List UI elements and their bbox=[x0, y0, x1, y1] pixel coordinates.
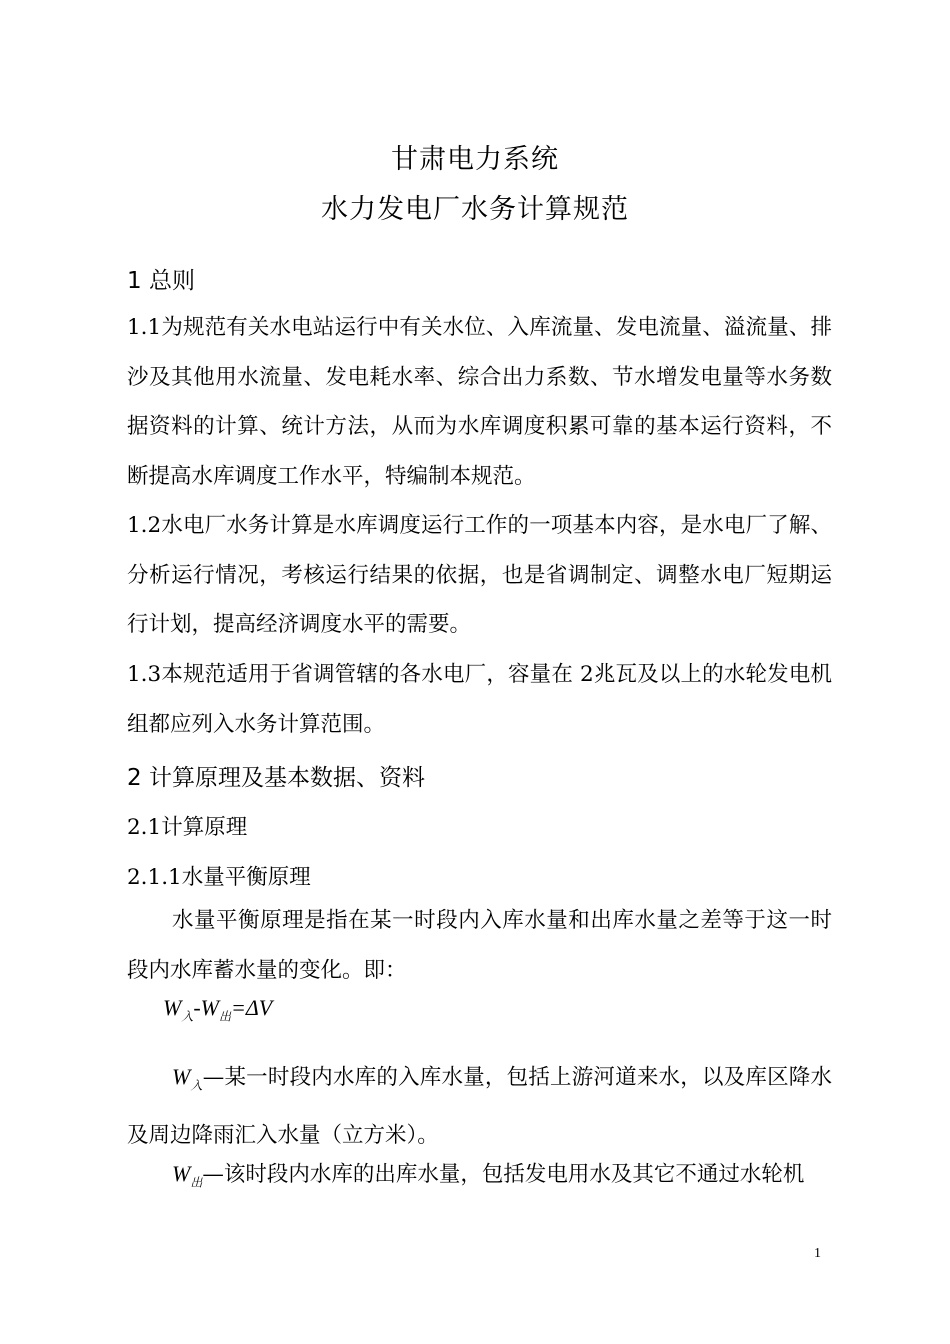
formula-minus: - bbox=[193, 995, 201, 1020]
formula-sub-out: 出 bbox=[219, 1009, 232, 1024]
section-heading-2: 2 计算原理及基本数据、资料 bbox=[127, 765, 425, 791]
section-heading-1: 1 总则 bbox=[127, 268, 195, 294]
subsection-heading-2-1-1: 2.1.1水量平衡原理 bbox=[127, 865, 311, 890]
water-balance-formula bbox=[163, 995, 272, 1024]
paragraph-1-1: 1.1为规范有关水电站运行中有关水位、入库流量、发电流量、溢流量、排沙及其他用水流量、发电耗水率、综合出力系数、节水增发电量等水务数据资料的计算、统计方法，从而为水库调度积累可靠的基本运行资料，不断提高水库调度工作水平，特编制本规范。 bbox=[127, 315, 832, 489]
w-in-subscript: 入 bbox=[190, 1078, 203, 1093]
definition-w-out-symbol bbox=[172, 1161, 203, 1190]
page-number: 1 bbox=[814, 1246, 821, 1261]
definition-w-out bbox=[127, 1149, 832, 1208]
document-title-line2: 水力发电厂水务计算规范 bbox=[321, 194, 629, 225]
document-title-line1: 甘肃电力系统 bbox=[391, 144, 559, 175]
paragraph-1-3: 1.3本规范适用于省调管辖的各水电厂，容量在 2兆瓦及以上的水轮发电机组都应列入水务计算范围。 bbox=[127, 662, 832, 737]
subsection-heading-2-1: 2.1计算原理 bbox=[127, 815, 248, 840]
definition-w-in-symbol bbox=[172, 1064, 203, 1093]
paragraph-1-2: 1.2水电厂水务计算是水库调度运行工作的一项基本内容，是水电厂了解、分析运行情况，考核运行结果的依据，也是省调制定、调整水电厂短期运行计划，提高经济调度水平的需要。 bbox=[127, 513, 832, 637]
w-out-subscript: 出 bbox=[190, 1175, 203, 1190]
definition-w-in bbox=[127, 1052, 832, 1160]
formula-rhs: =ΔV bbox=[231, 995, 273, 1020]
paragraph-water-balance: 水量平衡原理是指在某一时段内入库水量和出库水量之差等于这一时段内水库蓄水量的变化。即： bbox=[127, 908, 832, 983]
formula-w-in: W bbox=[163, 995, 182, 1020]
formula-w-out: W bbox=[200, 995, 219, 1020]
formula-sub-in: 入 bbox=[181, 1009, 194, 1024]
w-out-symbol: W bbox=[172, 1161, 191, 1186]
definition-w-in-text: —某一时段内水库的入库水量，包括上游河道来水，以及库区降水及周边降雨汇入水量（立方米）。 bbox=[127, 1065, 832, 1148]
w-in-symbol: W bbox=[172, 1064, 191, 1089]
definition-w-out-text: —该时段内水库的出库水量，包括发电用水及其它不通过水轮机 bbox=[202, 1162, 805, 1187]
